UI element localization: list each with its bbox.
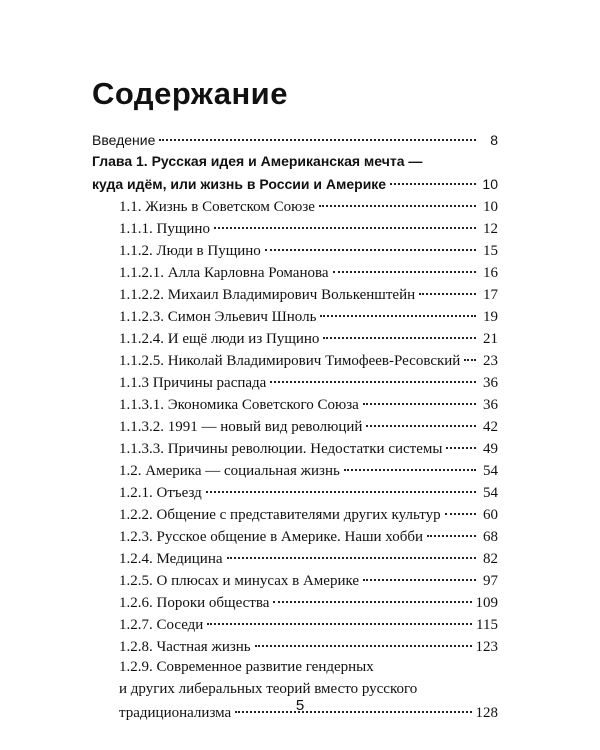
toc-entry-label: 1.2.2. Общение с представителями других культур — [119, 507, 441, 523]
toc-entry-page: 54 — [483, 485, 498, 501]
toc-entry-page: 21 — [483, 331, 498, 347]
toc-entry-label: 1.1.3.3. Причины революции. Недостатки системы — [119, 441, 443, 457]
toc-entry-page: 23 — [483, 353, 498, 369]
dot-leader — [390, 168, 476, 185]
toc-entry-page: 16 — [483, 265, 498, 281]
toc-entry-label-line-2: куда идём, или жизнь в России и Америке — [92, 176, 387, 192]
toc-entry-label: 1.2.3. Русское общение в Америке. Наши хобби — [119, 529, 424, 545]
toc-entry-label: 1.1.2. Люди в Пущино — [119, 243, 261, 259]
toc-entry-label-line-1: Глава 1. Русская идея и Американская мечта — — [92, 153, 423, 169]
dot-leader — [445, 498, 476, 515]
toc-entry-page: 97 — [483, 573, 498, 589]
toc-entry-label: 1.1.1. Пущино — [119, 221, 210, 237]
toc-entry-label: 1.1.2.5. Николай Владимирович Тимофеев-Ресовский — [119, 353, 461, 369]
dot-leader — [344, 454, 476, 471]
toc-entry-label: 1.2.4. Медицина — [119, 551, 223, 567]
toc-entry-page: 68 — [483, 529, 498, 545]
toc-entry-label: 1.2.7. Соседи — [119, 617, 204, 633]
toc-entry-label: 1.2.8. Частная жизнь — [119, 639, 251, 655]
dot-leader — [319, 190, 476, 207]
dot-leader — [464, 344, 476, 361]
toc-entry-label-line-1: 1.2.9. Современное развитие гендерных — [119, 659, 374, 675]
dot-leader — [427, 520, 476, 537]
dot-leader — [446, 432, 476, 449]
dot-leader — [159, 124, 476, 141]
dot-leader — [366, 410, 476, 427]
dot-leader — [207, 608, 472, 625]
toc-entry-label: 1.1.2.1. Алла Карловна Романова — [119, 265, 329, 281]
toc-entry-label: 1.2.5. О плюсах и минусах в Америке — [119, 573, 360, 589]
toc-entry-label: Введение — [92, 132, 156, 148]
toc-entry-page: 109 — [475, 595, 498, 611]
toc-entry-page: 10 — [482, 176, 498, 192]
dot-leader — [333, 256, 476, 273]
page-title: Содержание — [92, 76, 288, 111]
dot-leader — [419, 278, 476, 295]
toc-entry-label-line-3: традиционализма — [119, 705, 232, 721]
dot-leader — [323, 322, 476, 339]
toc-entry-page: 128 — [475, 705, 498, 721]
dot-leader — [273, 586, 471, 603]
page-number: 5 — [295, 697, 305, 714]
toc-entry-label: 1.2. Америка — социальная жизнь — [119, 463, 340, 479]
dot-leader — [227, 542, 477, 559]
dot-leader — [206, 476, 476, 493]
toc-entry-label: 1.1.2.3. Симон Эльевич Шноль — [119, 309, 317, 325]
toc-entry-page: 123 — [475, 639, 498, 655]
toc-entry-page: 17 — [483, 287, 498, 303]
toc-entry-label: 1.1.3.1. Экономика Советского Союза — [119, 397, 359, 413]
toc-entry-page: 42 — [483, 419, 498, 435]
dot-leader — [363, 564, 476, 581]
table-of-contents — [92, 128, 498, 722]
toc-entry-page: 12 — [483, 221, 498, 237]
toc-entry-page: 115 — [476, 617, 498, 633]
toc-entry-introduction — [92, 128, 498, 150]
dot-leader — [255, 630, 472, 647]
toc-entry-chapter-1 — [92, 150, 498, 194]
toc-entry-page: 8 — [490, 132, 498, 148]
toc-entry-label: 1.2.1. Отъезд — [119, 485, 202, 501]
toc-entry-page: 54 — [483, 463, 498, 479]
dot-leader — [214, 212, 476, 229]
toc-entry-page: 60 — [483, 507, 498, 523]
toc-entry-page: 15 — [483, 243, 498, 259]
dot-leader — [265, 234, 476, 251]
toc-entry-page: 10 — [483, 199, 498, 215]
dot-leader — [270, 366, 476, 383]
toc-entry — [92, 480, 498, 502]
toc-entry-label: 1.2.6. Пороки общества — [119, 595, 270, 611]
toc-entry-label: 1.1.2.4. И ещё люди из Пущино — [119, 331, 320, 347]
toc-entry-label: 1.1.3 Причины распада — [119, 375, 267, 391]
toc-entry-page: 36 — [483, 375, 498, 391]
dot-leader — [320, 300, 476, 317]
toc-entry-page: 49 — [483, 441, 498, 457]
toc-entry-label-line-2: и других либеральных теорий вместо русского — [119, 681, 418, 697]
dot-leader — [363, 388, 476, 405]
toc-entry-label: 1.1.2.2. Михаил Владимирович Волькенштейн — [119, 287, 416, 303]
toc-entry — [92, 326, 498, 348]
toc-entry-label: 1.1.3.2. 1991 — новый вид революций — [119, 419, 363, 435]
dot-leader — [235, 696, 471, 713]
toc-entry — [92, 634, 498, 656]
toc-entry-label: 1.1. Жизнь в Советском Союзе — [119, 199, 315, 215]
toc-entry-page: 82 — [483, 551, 498, 567]
toc-entry-page: 19 — [483, 309, 498, 325]
toc-entry-page: 36 — [483, 397, 498, 413]
toc-entry — [92, 414, 498, 436]
